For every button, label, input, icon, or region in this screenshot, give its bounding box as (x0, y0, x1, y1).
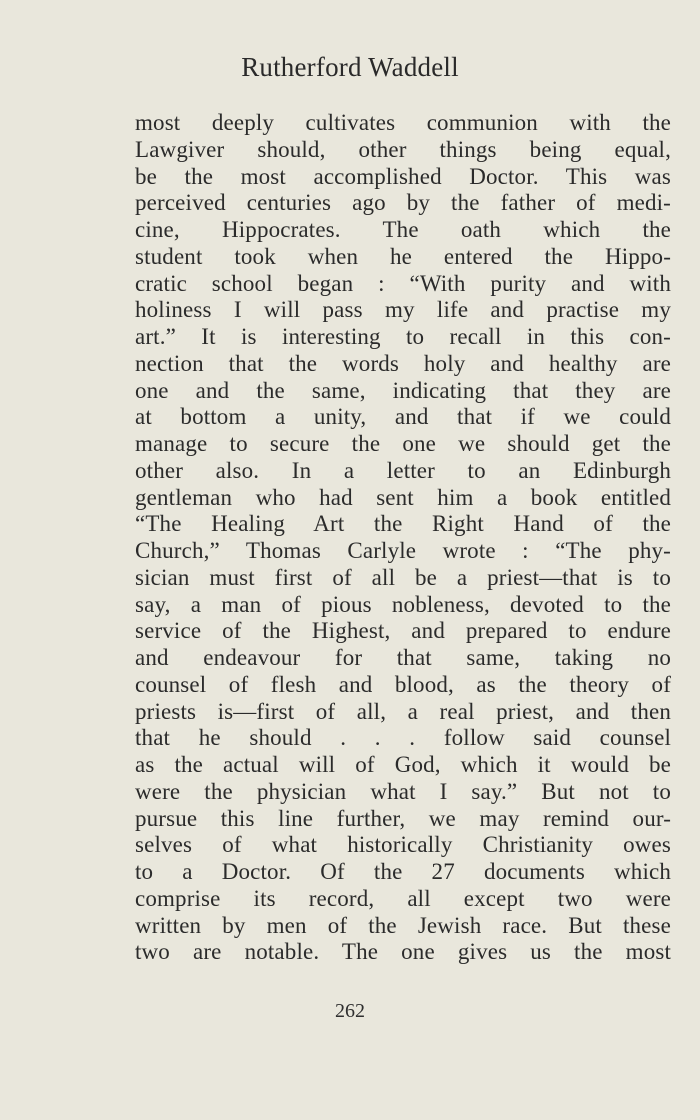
text-line: most deeply cultivates communion with the (135, 110, 671, 135)
text-line: student took when he entered the Hippo- (135, 243, 671, 269)
page-number: 262 (335, 1000, 365, 1022)
text-line: counsel of flesh and blood, as the theory of (135, 671, 671, 697)
text-line: manage to secure the one we should get the (135, 431, 671, 456)
text-line: priests is—first of all, a real priest, and then (135, 698, 671, 724)
running-head-title: Rutherford Waddell (241, 52, 459, 82)
text-line: to a Doctor. Of the 27 documents which (135, 859, 671, 884)
text-line: perceived centuries ago by the father of medi- (135, 190, 671, 216)
text-line: were the physician what I say.” But not to (135, 778, 671, 804)
text-line: one and the same, indicating that they are (135, 377, 671, 403)
text-line: art.” It is interesting to recall in this con- (135, 324, 671, 349)
text-line: Church,” Thomas Carlyle wrote : “The phy- (135, 538, 671, 563)
text-line: holiness I will pass my life and practise my (135, 297, 671, 323)
text-line: service of the Highest, and prepared to endure (135, 618, 671, 644)
text-line: Lawgiver should, other things being equal, (135, 136, 671, 162)
text-line: say, a man of pious nobleness, devoted to the (135, 591, 671, 617)
text-line: sician must first of all be a priest—that is to (135, 564, 671, 590)
body-text (135, 110, 671, 966)
text-line: be the most accomplished Doctor. This was (135, 163, 671, 189)
text-line: cine, Hippocrates. The oath which the (135, 217, 671, 242)
text-line: cratic school began : “With purity and with (135, 270, 671, 296)
text-line: pursue this line further, we may remind our- (135, 805, 671, 831)
text-line: gentleman who had sent him a book entitled (135, 484, 671, 510)
text-line: that he should . . . follow said counsel (135, 725, 671, 751)
text-line: two are notable. The one gives us the most (135, 939, 671, 965)
text-line: “The Healing Art the Right Hand of the (135, 511, 671, 537)
text-line: comprise its record, all except two were (135, 885, 671, 911)
text-line: as the actual will of God, which it would be (135, 752, 671, 777)
text-line: other also. In a letter to an Edinburgh (135, 457, 671, 483)
text-line: at bottom a unity, and that if we could (135, 404, 671, 430)
text-line: selves of what historically Christianity owes (135, 832, 671, 858)
text-line: and endeavour for that same, taking no (135, 645, 671, 670)
text-line: nection that the words holy and healthy are (135, 350, 671, 376)
text-line: written by men of the Jewish race. But these (135, 912, 671, 938)
